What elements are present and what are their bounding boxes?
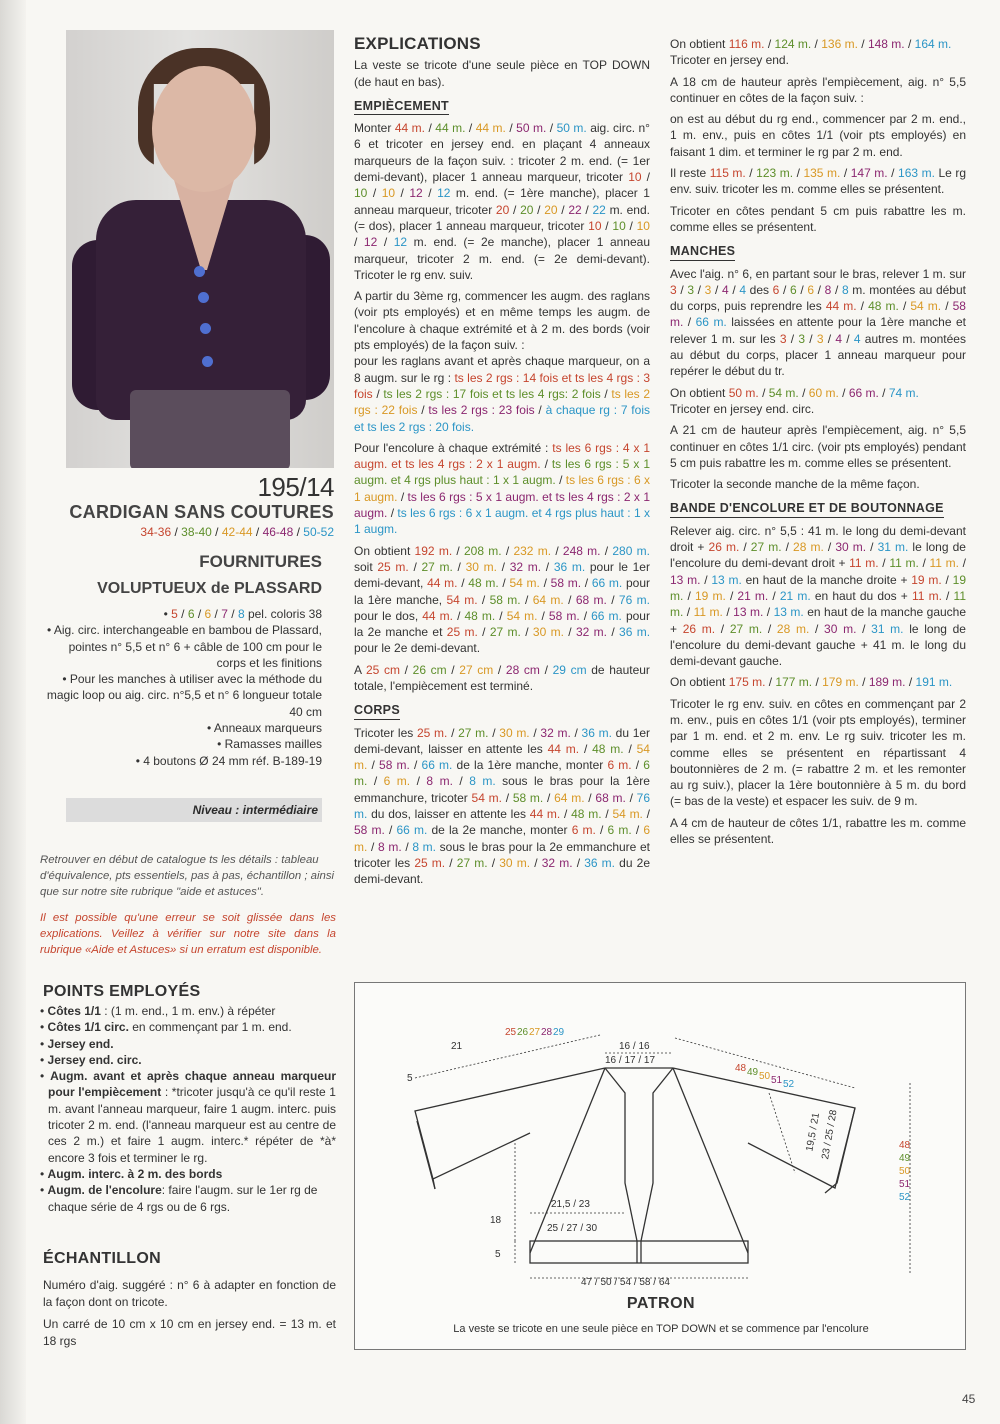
dim-front-width-2: 25 / 27 / 30	[547, 1223, 598, 1234]
pattern-diagram	[354, 982, 966, 1350]
dim-front-width: 21,5 / 23	[551, 1199, 590, 1210]
paragraph: Avec l'aig. n° 6, en partant sour le bras, relever 1 m. sur 3 / 3 / 3 / 4 / 4 des 6 / 6 / 6 / 8 / 8 m. montées au début du corps, puis reprendre les 44 m. / 48 m. / 54 m. / 58 m. / 66 m. laissées en attente pour la 1ère manche et relever 1 m. sur les 3 / 3 / 3 / 4 / 4 autres m. montées au début du corps, placer 1 anneau marqueur pour repérer le début du tr.	[670, 266, 966, 379]
point-item: • Jersey end.	[40, 1036, 114, 1051]
paragraph: On obtient 192 m. / 208 m. / 232 m. / 248 m. / 280 m. soit 25 m. / 27 m. / 30 m. / 32 m. / 36 m. pour le 1er demi-devant, 44 m. / 48 m. / 54 m. / 58 m. / 66 m. pour la 1ère manche, 54 m. / 58 m. / 64 m. / 68 m. / 76 m. pour le dos, 44 m. / 48 m. / 54 m. / 58 m. / 66 m. pour la 2e manche et 25 m. / 27 m. / 30 m. / 32 m. / 36 m. pour le 2e demi-devant.	[354, 543, 651, 656]
explications-column	[354, 36, 650, 893]
dim-sleeve-length: 21	[451, 1041, 463, 1052]
dim-raglan-left: 29	[553, 1027, 565, 1038]
point-item: • Côtes 1/1 : (1 m. end., 1 m. env.) à répéter	[40, 1004, 276, 1018]
dim-raglan-depth: 19,5 / 21	[804, 1112, 823, 1153]
size: 46-48	[262, 525, 294, 539]
yarn-name: VOLUPTUEUX de PLASSARD	[97, 580, 322, 597]
dim-raglan-right: 49	[747, 1067, 759, 1078]
point-item: • Jersey end. circ.	[40, 1052, 142, 1067]
paragraph: A 25 cm / 26 cm / 27 cm / 28 cm / 29 cm de hauteur totale, l'empiècement est terminé.	[354, 662, 650, 693]
paragraph: Monter 44 m. / 44 m. / 44 m. / 50 m. / 50 m. aig. circ. n° 6 et tricoter en jersey end. en plaçant 4 anneaux marqueurs de la façon suiv. : tricoter 2 m. end. (= 1er demi-devant), placer 1 anneau marqueur, tricoter 10 / 10 / 10 / 12 / 12 m. end. (= 1ère manche), placer 1 anneau marqueur, tricoter 20 / 20 / 20 / 22 / 22 m. end. (= dos), placer 1 anneau marqueur, tricoter 10 / 10 / 10 / 12 / 12 m. end. (= 2e manche), placer 1 anneau marqueur, tricoter 2 m. end. (= 2e demi-devant). Tricoter le rg env. suiv.	[354, 121, 650, 282]
material-item: • 5 / 6 / 6 / 7 / 8 pel. coloris 38	[163, 607, 322, 621]
dim-raglan-right: 52	[783, 1079, 795, 1090]
dim-cuff: 51	[899, 1179, 911, 1190]
diagram-caption: La veste se tricote en une seule pièce en TOP DOWN et se commence par l'encolure	[453, 1323, 869, 1335]
dim-cuff: 52	[899, 1192, 911, 1203]
size: 42-44	[221, 525, 253, 539]
paragraph: Relever aig. circ. n° 5,5 : 41 m. le long du demi-devant droit + 26 m. / 27 m. / 28 m. / 30 m. / 31 m. le long de l'encolure du demi-devant droit + 11 m. / 11 m. / 11 m. / 13 m. / 13 m. en haut de la manche droite + 19 m. / 19 m. / 19 m. / 21 m. / 21 m. en haut du dos + 11 m. / 11 m. / 11 m. / 13 m. / 13 m. en haut de la manche gauche + 26 m. / 27 m. / 28 m. / 30 m. / 31 m. le long de l'encolure du demi-devant gauche + 41 m. le long du demi-devant gauche.	[670, 523, 967, 669]
dim-raglan-left: 27	[529, 1027, 541, 1038]
material-item: • 4 boutons Ø 24 mm réf. B-189-19	[135, 753, 322, 768]
paragraph: On obtient 50 m. / 54 m. / 60 m. / 66 m. / 74 m. Tricoter en jersey end. circ.	[670, 385, 919, 416]
size: 38-40	[181, 525, 212, 539]
materials-list	[40, 606, 322, 769]
schematic-drawing	[355, 983, 967, 1293]
dim-rib-height: 5	[495, 1249, 501, 1260]
size: 50-52	[303, 525, 334, 539]
dim-cuff: 50	[899, 1166, 911, 1177]
points-heading: POINTS EMPLOYÉS	[43, 983, 201, 1000]
paragraph: Il reste 115 m. / 123 m. / 135 m. / 147 m. / 163 m. Le rg env. suiv. tricoter les m. comme elles se présentent.	[670, 166, 967, 197]
size-list: 34-36 / 38-40 / 42-44 / 46-48 / 50-52	[140, 525, 334, 539]
paragraph: On obtient 116 m. / 124 m. / 136 m. / 148 m. / 164 m. Tricoter en jersey end.	[670, 37, 952, 68]
erratum-warning: Il est possible qu'une erreur se soit glissée dans les explications. Veillez à vérifier sur notre site dans la rubrique «Aide et Astuces» si un erratum est disponible.	[40, 912, 336, 956]
dim-raglan-left: 28	[541, 1027, 553, 1038]
dim-neck-top: 16 / 16	[619, 1041, 650, 1052]
dim-raglan-left: 25	[505, 1027, 517, 1038]
model-photo	[66, 30, 334, 468]
material-item: • Ramasses mailles	[217, 737, 322, 752]
manches-heading: MANCHES	[670, 243, 735, 260]
paragraph: Tricoter les 25 m. / 27 m. / 30 m. / 32 m. / 36 m. du 1er demi-devant, laisser en attente les 44 m. / 48 m. / 54 m. / 58 m. / 66 m. de la 1ère manche, monter 6 m. / 6 m. / 6 m. / 8 m. / 8 m. sous le bras pour la 1ère emmanchure, tricoter 54 m. / 58 m. / 64 m. / 68 m. / 76 m. du dos, laisser en attente les 44 m. / 48 m. / 54 m. / 58 m. / 66 m. de la 2e manche, monter 6 m. / 6 m. / 6 m. / 8 m. / 8 m. sous le bras pour la 2e emmanchure et tricoter les 25 m. / 27 m. / 30 m. / 32 m. / 36 m. du 2e demi-devant.	[354, 725, 651, 887]
dim-raglan-right: 48	[735, 1063, 747, 1074]
dim-raglan-left: 26	[517, 1027, 529, 1038]
paragraph: A partir du 3ème rg, commencer les augm. des raglans (voir pts employés) et en même temps les augm. de l'encolure à chaque extrémité et à 2 m. des bords (voir pts employés) de la façon suiv. : pour les raglans avant et après chaque marqueur, on a 8 augm. sur le rg : ts les 2 rgs : 14 fois et ts les 4 rgs : 3 fois / ts les 2 rgs : 17 fois et ts les 4 rgs: 2 fois / ts les 2 rgs : 22 fois / ts les 2 rgs : 23 fois / à chaque rg : 7 fois et ts les 2 rgs : 20 fois.	[354, 289, 651, 434]
point-item: • Augm. interc. à 2 m. des bords	[40, 1166, 223, 1181]
paragraph: A 21 cm de hauteur après l'empiècement, aig. n° 5,5 continuer en côtes 1/1 circ. (voir pts employés) pendant 5 cm puis rabattre les m. comme elles se présentent.	[670, 423, 966, 470]
paragraph: on est au début du rg end., commencer par 2 m. end., 1 m. env., puis en côtes 1/1 (voir pts employés) en faisant 1 dim. et terminer le rg par 2 m. end.	[670, 112, 966, 159]
paragraph: A 4 cm de hauteur de côtes 1/1, rabattre les m. comme elles se présentent.	[670, 815, 966, 847]
diagram-title: PATRON	[626, 1295, 696, 1312]
point-item: • Augm. de l'encolure: faire l'augm. sur le 1er rg de chaque série de 4 rgs ou de 6 rgs.	[40, 1183, 318, 1214]
corps-heading: CORPS	[354, 702, 400, 719]
points-list	[40, 1003, 336, 1215]
paragraph: Tricoter en côtes pendant 5 cm puis rabattre les m. comme elles se présentent.	[670, 203, 966, 234]
dim-bottom-width: 47 / 50 / 54 / 58 / 64	[581, 1277, 670, 1288]
point-item: • Côtes 1/1 circ. en commençant par 1 m. end.	[40, 1020, 292, 1035]
material-item: • Aig. circ. interchangeable en bambou de Plassard, pointes n° 5,5 et n° 6 + câble de 100 cm pour le corps et les finitions	[46, 623, 322, 670]
dim-side-height: 18	[490, 1215, 502, 1226]
pattern-reference: 195/14	[257, 472, 334, 502]
echantillon-text: Numéro d'aig. suggéré : n° 6 à adapter en fonction de la façon dont on tricote. Un carré de 10 cm x 10 cm en jersey end. = 13 m. et 18 rgs	[43, 1278, 336, 1348]
fournitures-heading: FOURNITURES	[199, 552, 322, 571]
dim-raglan-right: 50	[759, 1071, 771, 1082]
point-item: • Augm. avant et après chaque anneau marqueur pour l'empiècement : *tricoter jusqu'à ce qu'il reste 1 m. avant l'anneau marqueur, faire 1 augm. interc. puis tricoter 2 m. end. (l'anneau marqueur est au centre de ces 2 m.) et faire 1 augm. interc.* répéter de *à* encore 3 fois et terminer le rg.	[40, 1069, 336, 1165]
echantillon-heading: ÉCHANTILLON	[43, 1250, 161, 1267]
explications-intro: La veste se tricote d'une seule pièce en TOP DOWN (de haut en bas).	[354, 58, 650, 89]
dim-raglan-right: 51	[771, 1075, 783, 1086]
paragraph: Tricoter la seconde manche de la même façon.	[670, 477, 920, 492]
paragraph: Pour l'encolure à chaque extrémité : ts les 6 rgs : 4 x 1 augm. et ts les 4 rgs : 2 x 1 augm. / ts les 6 rgs : 5 x 1 augm. et 4 rgs plus haut : 1 x 1 augm. / ts les 6 rgs : 6 x 1 augm. / ts les 6 rgs : 5 x 1 augm. et ts les 4 rgs : 2 x 1 augm. / ts les 6 rgs : 6 x 1 augm. et 4 rgs plus haut : 1 x 1 augm.	[354, 440, 650, 537]
paragraph: Tricoter le rg env. suiv. en côtes en commençant par 2 m. env., puis en côtes 1/1 (voir pts employés), terminer par 1 m. end. et 2 m. env. Le rg suiv. tricoter les m. comme elles se présentent en répartissant 4 boutonnières de 2 m. (= rabattre 2 m. et les remonter au rg suiv.), placer la 1ère boutonnière à 5 m. du bord (= bas de la veste) et espacer les suiv. de 9 m.	[670, 696, 966, 809]
dim-neck-bottom: 16 / 17 / 17	[605, 1055, 656, 1066]
binding-shadow	[0, 0, 26, 1424]
paragraph: A 18 cm de hauteur après l'empiècement, aig. n° 5,5 continuer en côtes de la façon suiv. :	[670, 74, 966, 105]
size: 34-36	[140, 525, 172, 539]
material-item: • Pour les manches à utiliser avec la méthode du magic loop ou aig. circ. n°5,5 et n° 6 longueur totale 40 cm	[46, 672, 322, 719]
dim-raglan-depth-2: 23 / 25 / 28	[820, 1109, 840, 1161]
page-number: 45	[962, 1392, 976, 1406]
catalog-note: Retrouver en début de catalogue ts les détails : tableau d'équivalence, pts essentiels, pas à pas, échantillon ; ainsi que sur notre site rubrique "aide et astuces".	[40, 854, 335, 898]
dim-cuff: 49	[899, 1153, 911, 1164]
pattern-title: CARDIGAN SANS COUTURES	[69, 502, 334, 522]
difficulty-level: Niveau : intermédiaire	[66, 798, 322, 822]
bande-heading: BANDE D'ENCOLURE ET DE BOUTONNAGE	[670, 500, 944, 517]
dim-sleeve-rib: 5	[407, 1073, 413, 1084]
explications-heading: EXPLICATIONS	[354, 34, 481, 53]
material-item: • Anneaux marqueurs	[207, 721, 322, 736]
paragraph: On obtient 175 m. / 177 m. / 179 m. / 189 m. / 191 m.	[670, 675, 953, 690]
explications-column-2	[670, 36, 966, 852]
empiecement-heading: EMPIÈCEMENT	[354, 98, 449, 115]
dim-cuff: 48	[899, 1140, 911, 1151]
